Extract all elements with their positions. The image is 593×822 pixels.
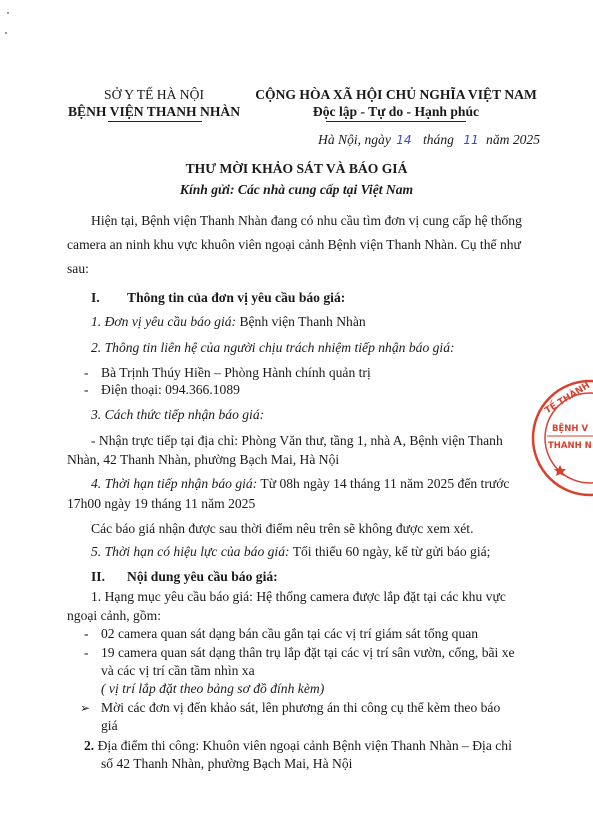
hospital-name: BỆNH VIỆN THANH NHÀN (67, 104, 241, 119)
item2-text: Địa điểm thi công: Khuôn viên ngoại cảnh Bệnh viện Thanh Nhàn – Địa chỉ (94, 738, 512, 753)
item4-label: 4. Thời hạn tiếp nhận báo giá: (91, 476, 258, 491)
section2-number: II. (91, 569, 105, 584)
receive-line-1: - Nhận trực tiếp tại địa chỉ: Phòng Văn thư, tầng 1, nhà A, Bệnh viện Thanh (91, 433, 503, 448)
agency-name: SỞ Y TẾ HÀ NỘI (104, 87, 204, 102)
item5-value: Tối thiểu 60 ngày, kể từ gửi báo giá; (289, 544, 491, 559)
scan-speck (5, 32, 7, 34)
section1-heading: Thông tin của đơn vị yêu cầu báo giá: (127, 290, 346, 305)
intro-line-1: Hiện tại, Bệnh viện Thanh Nhàn đang có nhu cầu tìm đơn vị cung cấp hệ thống (91, 213, 522, 228)
intro-line-2: camera an ninh khu vực khuôn viên ngoại cảnh Bệnh viện Thanh Nhàn. Cụ thể như (67, 237, 521, 252)
date-month-word: tháng (422, 132, 454, 147)
bullet-dash-1: - (84, 626, 89, 641)
invite-line-1: Mời các đơn vị đến khảo sát, lên phương án thi công cụ thể kèm theo báo (101, 700, 501, 715)
motto-underline (326, 121, 466, 122)
item4-value: Từ 08h ngày 14 tháng 11 năm 2025 đến trước (257, 476, 510, 491)
hospital-underline (108, 121, 202, 122)
late-note: Các báo giá nhận được sau thời điểm nêu trên sẽ không được xem xét. (91, 521, 474, 536)
stamp-line-1: BỆNH V (552, 424, 589, 434)
date-year: năm 2025 (486, 132, 541, 147)
section2-item2-line-1 (84, 737, 512, 754)
section2-item1-line-1: 1. Hạng mục yêu cầu báo giá: Hệ thống camera được lắp đặt tại các khu vực (91, 589, 506, 604)
section1-item4 (91, 475, 509, 492)
section2-heading: Nội dung yêu cầu báo giá: (127, 569, 278, 584)
contact-phone: Điện thoại: 094.366.1089 (101, 382, 240, 397)
section2-item1-line-2: ngoại cảnh, gồm: (67, 608, 162, 623)
item5-label: 5. Thời hạn có hiệu lực của báo giá: (91, 544, 290, 559)
invite-line-2: giá (101, 718, 118, 733)
stamp-ring-text: TẾ THÀNH (543, 380, 593, 417)
section1-item5 (91, 543, 490, 560)
date-prefix: Hà Nội, ngày (318, 132, 391, 147)
section2-item2-line-2: số 42 Thanh Nhàn, phường Bạch Mai, Hà Nội (101, 756, 353, 771)
stamp-line-2: THANH N (548, 441, 592, 451)
item2-number: 2. (84, 738, 95, 753)
arrow-icon: ➢ (80, 701, 91, 715)
section1-item2-label: 2. Thông tin liên hệ của người chịu trách nhiệm tiếp nhận báo giá: (91, 340, 455, 355)
bullet-bullet-cameras-line-2: và các vị trí cần tầm nhìn xa (101, 663, 255, 678)
date-day-handwritten: 14 (396, 133, 412, 147)
location-note: ( vị trí lắp đặt theo bảng sơ đồ đính kèm) (101, 681, 325, 696)
bullet-dash-2: - (84, 645, 89, 660)
document-title: THƯ MỜI KHẢO SÁT VÀ BÁO GIÁ (185, 161, 408, 176)
contact-dash-1: - (84, 365, 89, 380)
date-line (318, 131, 540, 149)
scan-speck (7, 12, 9, 14)
item1-label: 1. Đơn vị yêu cầu báo giá: (91, 314, 237, 329)
item4-line-2: 17h00 ngày 19 tháng 11 năm 2025 (67, 496, 256, 511)
nation-motto: Độc lập - Tự do - Hạnh phúc (312, 104, 480, 119)
contact-dash-2: - (84, 382, 89, 397)
bullet-bullet-cameras-line-1: 19 camera quan sát dạng thân trụ lắp đặt tại các vị trí sân vườn, cổng, bãi xe (101, 645, 515, 660)
item1-value: Bệnh viện Thanh Nhàn (236, 314, 366, 329)
receive-line-2: Nhàn, 42 Thanh Nhàn, phường Bạch Mai, Hà Nội (67, 452, 340, 467)
section1-number: I. (91, 290, 100, 305)
nation-title: CỘNG HÒA XÃ HỘI CHỦ NGHĨA VIỆT NAM (255, 87, 537, 102)
bullet-dome-cameras: 02 camera quan sát dạng bán cầu gắn tại các vị trí giám sát tổng quan (101, 626, 479, 641)
section1-item1 (91, 313, 366, 330)
intro-line-3: sau: (67, 261, 89, 276)
date-month-handwritten: 11 (463, 133, 479, 147)
salutation: Kính gửi: Các nhà cung cấp tại Việt Nam (179, 182, 414, 197)
official-stamp (530, 378, 593, 498)
section1-item3-label: 3. Cách thức tiếp nhận báo giá: (91, 407, 265, 422)
contact-name: Bà Trịnh Thúy Hiền – Phòng Hành chính quản trị (101, 365, 371, 380)
